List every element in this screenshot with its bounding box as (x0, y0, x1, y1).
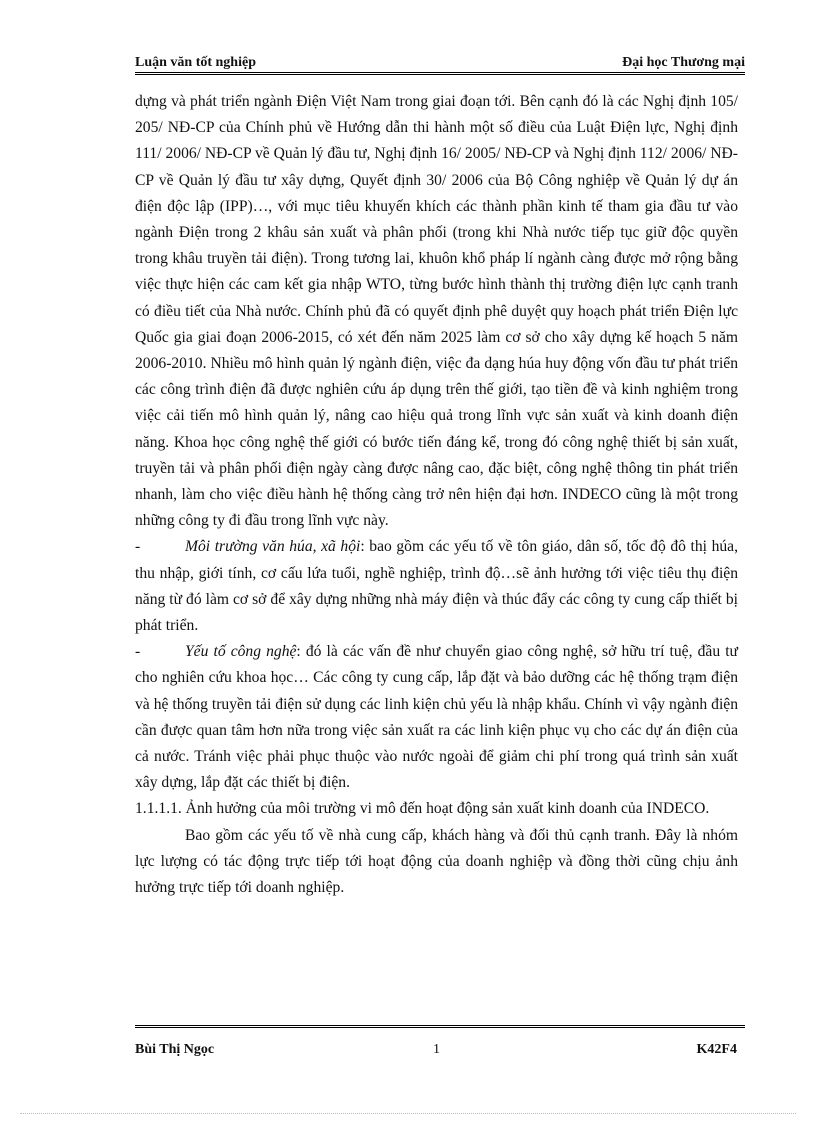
page-edge-divider (20, 1113, 796, 1114)
page-body (135, 89, 738, 901)
footer-author: Bùi Thị Ngọc (135, 1042, 215, 1057)
header-university: Đại học Thương mại (622, 55, 745, 70)
footer-class-code: K42F4 (696, 1042, 737, 1057)
bullet-dash: - (135, 643, 141, 661)
page-header (135, 49, 745, 75)
bullet-technology (135, 639, 738, 796)
header-thesis-label: Luận văn tốt nghiệp (135, 55, 256, 70)
bullet-culture-society (135, 534, 738, 639)
bullet-culture-text: : bao gồm các yếu tố về tôn giáo, dân số, tốc độ đô thị húa, thu nhập, giới tính, cơ cấu lứa tuổi, nghề nghiệp, trình độ…sẽ ảnh hưởng tới việc tiêu thụ điện năng từ đó làm cơ sở để xây dựng những nhà máy điện và thúc đẩy các công ty cung cấp thiết bị phát triển. (135, 538, 738, 635)
section-heading: 1.1.1.1. Ảnh hưởng của môi trường vi mô đến hoạt động sản xuất kinh doanh của INDECO. (135, 800, 710, 818)
page-number: 1 (433, 1042, 440, 1057)
paragraph-micro-environment: Bao gồm các yếu tố về nhà cung cấp, khách hàng và đối thủ cạnh tranh. Đây là nhóm lực lượng có tác động trực tiếp tới hoạt động của doanh nghiệp và đồng thời cũng chịu ảnh hưởng trực tiếp tới doanh nghiệp. (135, 826, 738, 897)
bullet-culture-title: Môi trường văn húa, xã hội (185, 538, 361, 556)
page-footer (135, 1025, 745, 1062)
bullet-technology-title: Yếu tố công nghệ (185, 643, 297, 661)
bullet-dash: - (135, 538, 141, 556)
bullet-technology-text: : đó là các vấn đề như chuyển giao công nghệ, sở hữu trí tuệ, đầu tư cho nghiên cứu khoa học… Các công ty cung cấp, lắp đặt và bảo dưỡng các hệ thống trạm điện và hệ thống truyền tải điện sử dụng các linh kiện chủ yếu là nhập khẩu. Chính vì vậy ngành điện cần được quan tâm hơn nữa trong việc sản xuất ra các linh kiện phục vụ cho các dự án điện của cả nước. Tránh việc phải phục thuộc vào nước ngoài để giảm chi phí trong quá trình sản xuất xây dựng, lắp đặt các thiết bị điện. (135, 643, 738, 792)
paragraph-legal-framework: dựng và phát triển ngành Điện Việt Nam trong giai đoạn tới. Bên cạnh đó là các Nghị định 105/ 205/ NĐ-CP của Chính phủ về Hướng dẫn thi hành một số điều của Luật Điện lực, Nghị định 111/ 2006/ NĐ-CP về Quản lý đầu tư, Nghị định 16/ 2005/ NĐ-CP và Nghị định 112/ 2006/ NĐ-CP về Quản lý đầu tư xây dựng, Quyết định 30/ 2006 của Bộ Công nghiệp về Quản lý dự án điện độc lập (IPP)…, với mục tiêu khuyến khích các thành phần kinh tế tham gia đầu tư vào ngành Điện trong 2 khâu sản xuất và phân phối (trong khi Nhà nước tiếp tục giữ độc quyền trong khâu truyền tải điện). Trong tương lai, khuôn khổ pháp lí ngành càng được mở rộng bằng việc thực hiện các cam kết gia nhập WTO, từng bước hình thành thị trường điện lực cạnh tranh có điều tiết của Nhà nước. Chính phủ đã có quyết định phê duyệt quy hoạch phát triển Điện lực Quốc gia giai đoạn 2006-2015, có xét đến năm 2025 làm cơ sở cho xây dựng kế hoạch 5 năm 2006-2010. Nhiều mô hình quản lý ngành điện, việc đa dạng húa huy động vốn đầu tư phát triển các công trình điện đã được nghiên cứu áp dụng trên thế giới, tạo tiền đề và kinh nghiệm trong việc cải tiến mô hình quản lý, nâng cao hiệu quả trong lĩnh vực sản xuất và kinh doanh điện năng. Khoa học công nghệ thế giới có bước tiến đáng kể, trong đó công nghệ thiết bị sản xuất, truyền tải và phân phối điện ngày càng được nâng cao, đặc biệt, công nghệ thông tin phát triển nhanh, làm cho việc điều hành hệ thống càng trở nên hiện đại hơn. INDECO cũng là một trong những công ty đi đầu trong lĩnh vực này. (135, 93, 738, 530)
